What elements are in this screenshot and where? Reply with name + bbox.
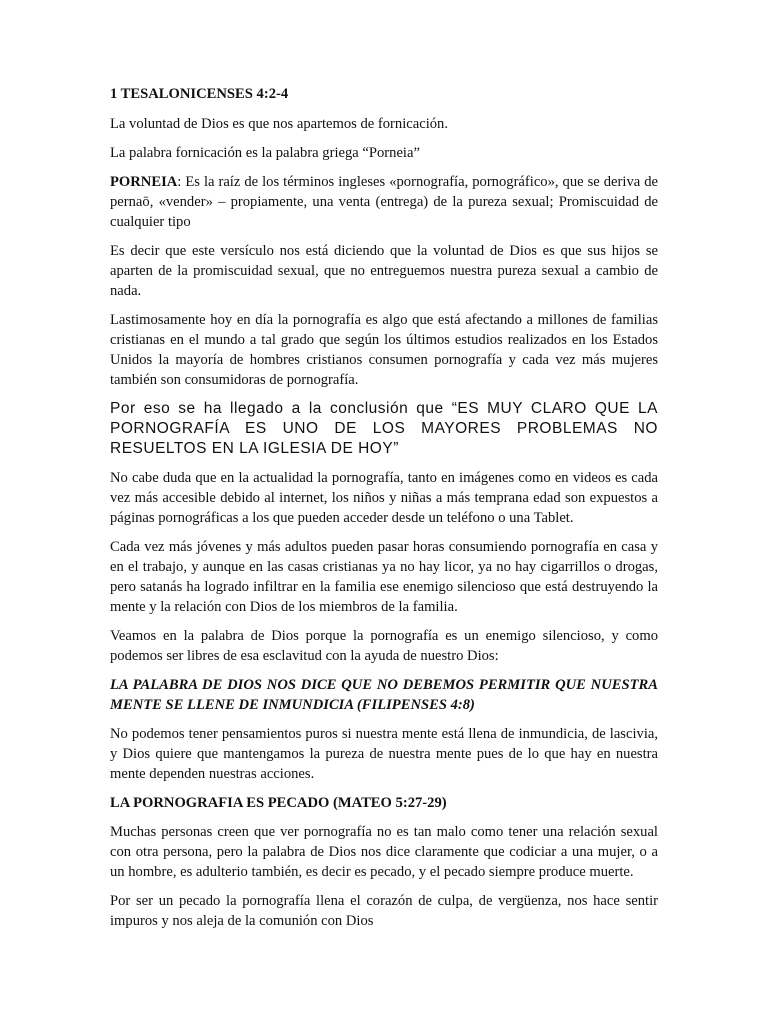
paragraph-5: Lastimosamente hoy en día la pornografía es algo que está afectando a millones de familias cristianas en el mundo a tal grado que según los últimos estudios realizados en los Estados Unidos la mayoría de hombres cristianos consumen pornografía y cada vez más mujeres también son consumidoras de pornografía. [110, 312, 658, 388]
porneia-term: PORNEIA [110, 174, 178, 190]
paragraph-12: Por ser un pecado la pornografía llena el corazón de culpa, de vergüenza, nos hace sentir impuros y nos aleja de la comunión con Dios [110, 893, 658, 929]
paragraph-1: La voluntad de Dios es que nos apartemos de fornicación. [110, 116, 448, 132]
paragraph-4: Es decir que este versículo nos está diciendo que la voluntad de Dios es que sus hijos se aparten de la promiscuidad sexual, que no entreguemos nuestra pureza sexual a cambio de nada. [110, 243, 658, 299]
paragraph-8: Cada vez más jóvenes y más adultos pueden pasar horas consumiendo pornografía en casa y en el trabajo, y aunque en las casas cristianas ya no hay licor, ya no hay cigarrillos o drogas, pero satanás ha logrado infiltrar en la familia ese enemigo silencioso que está destruyendo la mente y la relación con Dios de los miembros de la familia. [110, 539, 658, 615]
paragraph-3 [110, 172, 658, 232]
section-heading-2: LA PORNOGRAFIA ES PECADO (MATEO 5:27-29) [110, 795, 447, 811]
section-heading-1: LA PALABRA DE DIOS NOS DICE QUE NO DEBEMOS PERMITIR QUE NUESTRA MENTE SE LLENE DE INMUNDICIA (FILIPENSES 4:8) [110, 677, 658, 713]
document-title: 1 TESALONICENSES 4:2-4 [110, 86, 289, 102]
paragraph-10: No podemos tener pensamientos puros si nuestra mente está llena de inmundicia, de lascivia, y Dios quiere que mantengamos la pureza de nuestra mente pues de lo que hay en nuestra mente dependen nuestras acciones. [110, 726, 658, 782]
paragraph-7: No cabe duda que en la actualidad la pornografía, tanto en imágenes como en videos es cada vez más accesible debido al internet, los niños y niñas a más temprana edad son expuestos a páginas pornográficas a los que pueden acceder desde un teléfono o una Tablet. [110, 470, 658, 526]
paragraph-9: Veamos en la palabra de Dios porque la pornografía es un enemigo silencioso, y como podemos ser libres de esa esclavitud con la ayuda de nuestro Dios: [110, 628, 658, 664]
porneia-definition: : Es la raíz de los términos ingleses «pornografía, pornográfico», que se deriva de pernaō, «vender» – propiamente, una venta (entrega) de la pureza sexual; Promiscuidad de cualquier tipo [110, 174, 658, 230]
paragraph-11: Muchas personas creen que ver pornografía no es tan malo como tener una relación sexual con otra persona, pero la palabra de Dios nos dice claramente que codiciar a una mujer, o a un hombre, es adulterio también, es decir es pecado, y el pecado siempre produce muerte. [110, 824, 658, 880]
paragraph-6: Por eso se ha llegado a la conclusión que “ES MUY CLARO QUE LA PORNOGRAFÍA ES UNO DE LOS MAYORES PROBLEMAS NO RESUELTOS EN LA IGLESIA DE HOY” [110, 400, 658, 457]
paragraph-2: La palabra fornicación es la palabra griega “Porneia” [110, 145, 420, 161]
